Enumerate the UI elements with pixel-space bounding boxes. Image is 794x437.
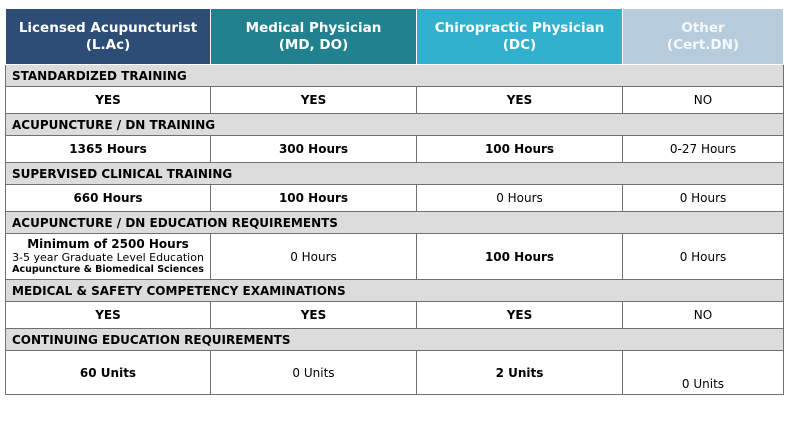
header-subtitle: (Cert.DN) xyxy=(666,36,740,53)
header-title: Licensed Acupuncturist xyxy=(18,19,198,36)
cell-medical-physician: 0 Units xyxy=(211,351,417,395)
cell-chiropractic-physician: YES xyxy=(417,87,623,114)
credential-comparison-table xyxy=(5,8,784,395)
header-other xyxy=(623,9,784,65)
cell-other: NO xyxy=(623,302,784,329)
section-row-education-requirements xyxy=(6,212,784,234)
section-title: ACUPUNCTURE / DN TRAINING xyxy=(6,114,784,136)
header-subtitle: (DC) xyxy=(502,36,537,53)
education-subjects: Acupuncture & Biomedical Sciences xyxy=(12,264,204,275)
section-title: MEDICAL & SAFETY COMPETENCY EXAMINATIONS xyxy=(6,280,784,302)
cell-licensed-acupuncturist: 1365 Hours xyxy=(6,136,211,163)
header-subtitle: (MD, DO) xyxy=(278,36,349,53)
section-row-supervised-clinical-training xyxy=(6,163,784,185)
section-row-standardized-training xyxy=(6,65,784,87)
section-title: STANDARDIZED TRAINING xyxy=(6,65,784,87)
cell-medical-physician: YES xyxy=(211,87,417,114)
cell-other: 0 Hours xyxy=(623,234,784,280)
section-title: CONTINUING EDUCATION REQUIREMENTS xyxy=(6,329,784,351)
table-row xyxy=(6,185,784,212)
cell-licensed-acupuncturist: YES xyxy=(6,302,211,329)
table-row xyxy=(6,351,784,395)
cell-other: 0 Units xyxy=(623,351,784,395)
section-row-acupuncture-dn-training xyxy=(6,114,784,136)
cell-chiropractic-physician: 100 Hours xyxy=(417,136,623,163)
header-title: Medical Physician xyxy=(245,19,382,36)
cell-medical-physician: 300 Hours xyxy=(211,136,417,163)
section-title: ACUPUNCTURE / DN EDUCATION REQUIREMENTS xyxy=(6,212,784,234)
header-subtitle: (L.Ac) xyxy=(85,36,131,53)
header-licensed-acupuncturist xyxy=(6,9,211,65)
cell-other: 0 Hours xyxy=(623,185,784,212)
header-title: Chiropractic Physician xyxy=(434,19,605,36)
cell-medical-physician: 100 Hours xyxy=(211,185,417,212)
cell-medical-physician: YES xyxy=(211,302,417,329)
cell-chiropractic-physician: 2 Units xyxy=(417,351,623,395)
table-row xyxy=(6,302,784,329)
cell-licensed-acupuncturist xyxy=(6,234,211,280)
section-title: SUPERVISED CLINICAL TRAINING xyxy=(6,163,784,185)
header-row xyxy=(6,9,784,65)
education-program-length: 3-5 year Graduate Level Education xyxy=(12,251,204,264)
header-chiropractic-physician xyxy=(417,9,623,65)
table-row xyxy=(6,87,784,114)
section-row-competency-examinations xyxy=(6,280,784,302)
cell-licensed-acupuncturist: 60 Units xyxy=(6,351,211,395)
education-minimum-hours: Minimum of 2500 Hours xyxy=(27,237,189,251)
table-row xyxy=(6,136,784,163)
cell-licensed-acupuncturist: YES xyxy=(6,87,211,114)
cell-other: NO xyxy=(623,87,784,114)
table-row xyxy=(6,234,784,280)
section-row-continuing-education xyxy=(6,329,784,351)
cell-licensed-acupuncturist: 660 Hours xyxy=(6,185,211,212)
cell-chiropractic-physician: 0 Hours xyxy=(417,185,623,212)
cell-chiropractic-physician: 100 Hours xyxy=(417,234,623,280)
cell-chiropractic-physician: YES xyxy=(417,302,623,329)
cell-medical-physician: 0 Hours xyxy=(211,234,417,280)
header-title: Other xyxy=(681,19,725,36)
header-medical-physician xyxy=(211,9,417,65)
cell-other: 0-27 Hours xyxy=(623,136,784,163)
